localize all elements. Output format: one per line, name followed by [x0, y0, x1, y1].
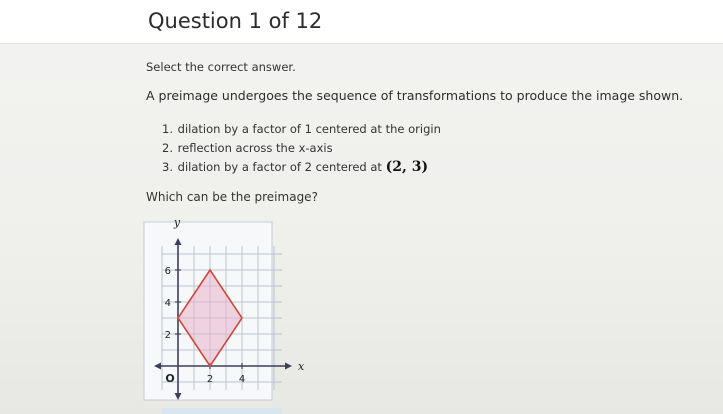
- x-tick-label: 2: [206, 374, 214, 385]
- y-tick-label: 4: [164, 298, 171, 309]
- y-axis-label: y: [173, 216, 181, 229]
- x-axis-label: x: [298, 360, 305, 373]
- question-ask: Which can be the preimage?: [146, 190, 318, 204]
- transformation-list: [162, 120, 441, 177]
- step-text: dilation by a factor of 2 centered at: [177, 160, 386, 174]
- y-tick-label: 2: [164, 330, 171, 341]
- step-number: 2.: [162, 141, 173, 155]
- step-text: reflection across the x-axis: [177, 141, 333, 155]
- step-number: 3.: [162, 160, 173, 174]
- center-point: (2, 3): [385, 159, 429, 175]
- step-text: dilation by a factor of 1 centered at the origin: [177, 122, 441, 136]
- step-number: 1.: [162, 122, 173, 136]
- origin-label: O: [165, 372, 175, 385]
- transformation-step-1: [162, 120, 441, 139]
- coordinate-graph: [140, 212, 305, 410]
- y-tick-label: 6: [164, 266, 171, 277]
- x-tick-label: 4: [238, 374, 246, 385]
- question-title: Question 1 of 12: [148, 9, 323, 33]
- transformation-step-3: [162, 158, 441, 177]
- x-axis-arrow-right-icon: [285, 363, 292, 370]
- question-header: [0, 0, 723, 44]
- question-prompt: A preimage undergoes the sequence of transformations to produce the image shown.: [146, 88, 684, 103]
- transformation-step-2: [162, 139, 441, 158]
- instruction-text: Select the correct answer.: [146, 60, 296, 74]
- answer-option-edge[interactable]: [162, 408, 282, 414]
